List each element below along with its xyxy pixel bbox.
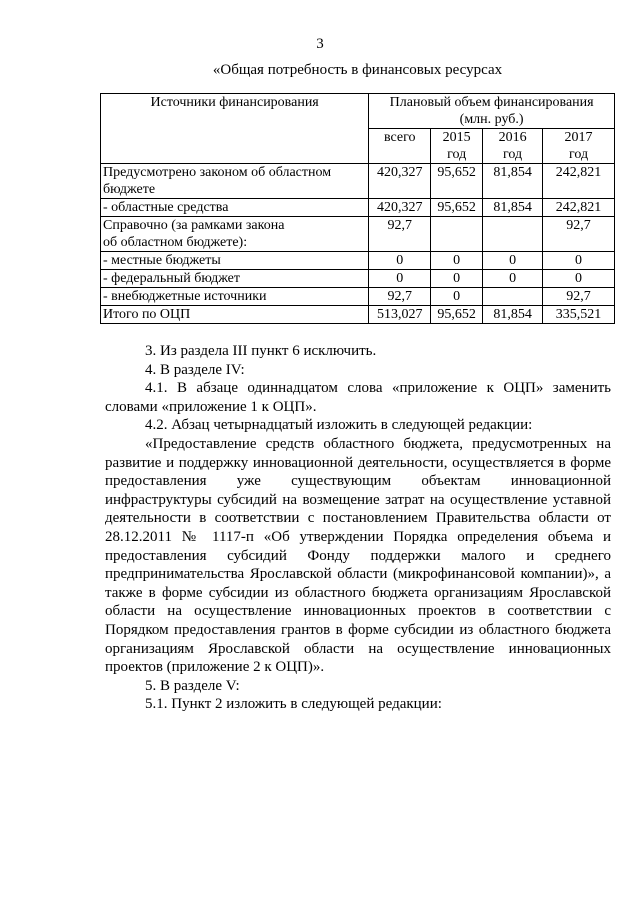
financing-table <box>100 93 615 324</box>
table-header-row <box>101 94 615 129</box>
cell-2015: 95,652 <box>431 164 483 199</box>
cell-total: 0 <box>369 270 431 288</box>
cell-total: 0 <box>369 252 431 270</box>
header-total: всего <box>369 129 431 164</box>
cell-2016 <box>483 288 543 306</box>
cell-2016: 0 <box>483 252 543 270</box>
cell-2017: 242,821 <box>543 199 615 217</box>
table-total-row <box>101 306 615 324</box>
cell-2017: 335,521 <box>543 306 615 324</box>
table-row <box>101 164 615 199</box>
row-label: Итого по ОЦП <box>101 306 369 324</box>
row-label: - областные средства <box>101 199 369 217</box>
row-label: Справочно (за рамками закона об областном бюджете): <box>101 217 369 252</box>
header-2016: 2016 год <box>483 129 543 164</box>
paragraph: 4.2. Абзац четырнадцатый изложить в следующей редакции: <box>145 417 533 434</box>
table-row <box>101 270 615 288</box>
cell-2017: 0 <box>543 270 615 288</box>
cell-2017: 92,7 <box>543 217 615 252</box>
cell-total: 420,327 <box>369 164 431 199</box>
cell-total: 420,327 <box>369 199 431 217</box>
cell-2016 <box>483 217 543 252</box>
row-label: - федеральный бюджет <box>101 270 369 288</box>
row-label: - местные бюджеты <box>101 252 369 270</box>
header-sources: Источники финансирования <box>101 94 369 164</box>
paragraph: 5. В разделе V: <box>145 677 240 694</box>
table-title: «Общая потребность в финансовых ресурсах <box>212 62 503 78</box>
cell-2016: 81,854 <box>483 199 543 217</box>
cell-2015: 95,652 <box>431 306 483 324</box>
cell-2017: 242,821 <box>543 164 615 199</box>
table-row <box>101 217 615 252</box>
paragraph: «Предоставление средств областного бюджета, предусмотренных на развитие и поддержку инновационной деятельности, осуществляется в форме предоставления уже существующим объектам инновационной инфраструктуры субсидий на возмещение затрат на осуществление уставной деятельности в соответствии с постановлением Правительства области от 28.12.2011 № 1117-п «Об утверждении Порядка определения объема и предоставления субсидий Фонду поддержки малого и среднего предпринимательства Ярославской области (микрофинансовой компании)», а также в форме субсидии из областного бюджета организациям Ярославской области на осуществление инновационных проектов в соответствии с Порядком предоставления грантов в форме субсидии из областного бюджета организациям Ярославской области на осуществление инновационных проектов (приложение 2 к ОЦП)». <box>105 435 611 676</box>
cell-2015 <box>431 217 483 252</box>
header-plan: Плановый объем финансирования (млн. руб.) <box>369 94 615 129</box>
row-label: - внебюджетные источники <box>101 288 369 306</box>
paragraph: 4.1. В абзаце одиннадцатом слова «приложение к ОЦП» заменить словами «приложение 1 к ОЦП». <box>105 380 611 415</box>
cell-total: 92,7 <box>369 288 431 306</box>
row-label: Предусмотрено законом об областном бюджете <box>101 164 369 199</box>
cell-2015: 0 <box>431 252 483 270</box>
cell-2015: 95,652 <box>431 199 483 217</box>
paragraph: 4. В разделе IV: <box>145 361 245 378</box>
header-2017: 2017 год <box>543 129 615 164</box>
cell-total: 513,027 <box>369 306 431 324</box>
cell-2015: 0 <box>431 270 483 288</box>
cell-total: 92,7 <box>369 217 431 252</box>
table-row <box>101 288 615 306</box>
page-number: 3 <box>316 36 324 52</box>
document-body <box>105 342 611 714</box>
table-row <box>101 252 615 270</box>
cell-2016: 81,854 <box>483 306 543 324</box>
cell-2016: 81,854 <box>483 164 543 199</box>
paragraph: 3. Из раздела III пункт 6 исключить. <box>145 343 377 359</box>
paragraph: 5.1. Пункт 2 изложить в следующей редакции: <box>145 696 442 713</box>
cell-2017: 92,7 <box>543 288 615 306</box>
table-row <box>101 199 615 217</box>
cell-2015: 0 <box>431 288 483 306</box>
header-2015: 2015 год <box>431 129 483 164</box>
cell-2016: 0 <box>483 270 543 288</box>
cell-2017: 0 <box>543 252 615 270</box>
